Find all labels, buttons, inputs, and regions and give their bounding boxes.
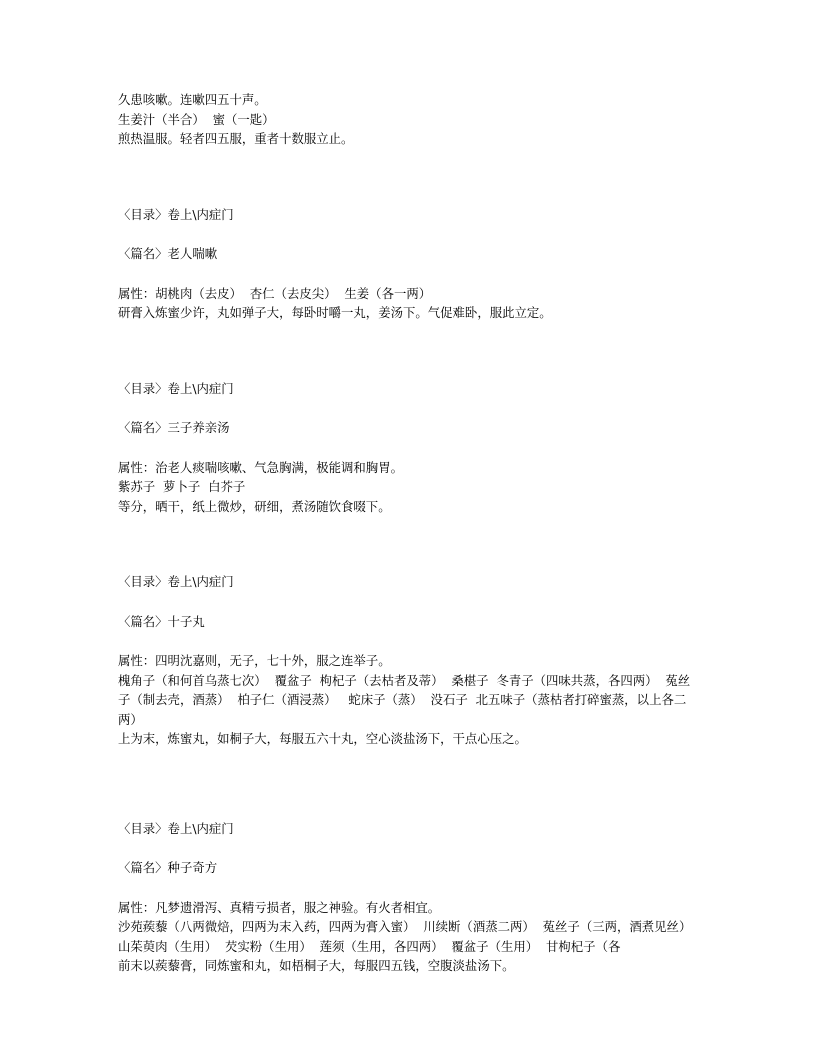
spacer: [118, 224, 696, 244]
section-title: 〈篇名〉种子奇方: [118, 860, 218, 875]
paragraph: 上为末，炼蜜丸，如桐子大，每服五六十丸，空心淡盐汤下，干点心压之。: [118, 731, 527, 746]
spacer: [118, 592, 696, 612]
catalog-line: 〈目录〉卷上\内症门: [118, 820, 234, 836]
section-sanzi-yangqintang: [118, 379, 696, 517]
section-shizi-wan: [118, 572, 696, 749]
spacer: [118, 749, 696, 805]
paragraph: 生姜汁（半合） 蜜（一匙）: [118, 111, 275, 127]
section-intro: [118, 90, 696, 149]
paragraph: 前末以蒺藜膏，同炼蜜和丸，如梧桐子大，每服四五钱，空腹淡盐汤下。: [118, 958, 515, 973]
catalog-line: 〈目录〉卷上\内症门: [118, 206, 234, 222]
spacer: [118, 398, 696, 418]
paragraph: 属性：治老人痰喘咳嗽、气急胸满，极能调和胸胃。: [118, 459, 403, 475]
paragraph: 属性：四明沈嘉则，无子，七十外，服之连举子。: [118, 653, 391, 668]
section-laoren-chuansou: [118, 205, 696, 323]
paragraph: 沙苑蒺藜（八两微焙，四两为末入药，四两为膏入蜜） 川续断（酒蒸二两） 菟丝子（三两，酒煮见丝） 山茱萸肉（生用） 芡实粉（生用） 莲须（生用，各四两） 覆盆子（生用） 甘枸杞子（各: [118, 919, 700, 954]
spacer: [118, 264, 696, 284]
section-title: 〈篇名〉十子丸: [118, 613, 205, 629]
spacer: [118, 838, 696, 858]
paragraph: 属性：胡桃肉（去皮） 杏仁（去皮尖） 生姜（各一两）: [118, 285, 432, 301]
spacer: [118, 438, 696, 458]
paragraph: 紫苏子 萝卜子 白芥子: [118, 479, 246, 494]
document-body: [118, 90, 700, 976]
spacer: [118, 878, 696, 898]
section-title: 〈篇名〉三子养亲汤: [118, 420, 230, 435]
paragraph: 属性：凡梦遗滑泻、真精亏损者，服之神验。有火者相宜。: [118, 899, 441, 915]
paragraph: 研膏入炼蜜少许，丸如弹子大，每卧时嚼一丸，姜汤下。气促难卧，服此立定。: [118, 305, 552, 320]
paragraph: 槐角子（和何首乌蒸七次） 覆盆子 枸杞子（去枯者及蒂） 桑椹子 冬青子（四味共蒸，各四两） 菟丝子（制去壳，酒蒸） 柏子仁（酒浸蒸） 蛇床子（蒸） 没石子 北五味子（蒸枯者打碎蜜蒸，以上各二两）: [118, 672, 691, 727]
paragraph: 久患咳嗽。连嗽四五十声。: [118, 92, 267, 107]
spacer: [118, 631, 696, 651]
paragraph: 煎热温服。轻者四五服，重者十数服立止。: [118, 131, 354, 146]
spacer: [118, 805, 696, 819]
section-zhongzi-qifang: [118, 819, 700, 976]
catalog-line: 〈目录〉卷上\内症门: [118, 574, 234, 589]
spacer: [118, 516, 696, 572]
section-title: 〈篇名〉老人喘嗽: [118, 246, 218, 261]
spacer: [118, 323, 696, 379]
catalog-line: 〈目录〉卷上\内症门: [118, 380, 234, 396]
spacer: [118, 149, 696, 205]
paragraph: 等分，晒干，纸上微炒，研细，煮汤随饮食啜下。: [118, 498, 391, 514]
